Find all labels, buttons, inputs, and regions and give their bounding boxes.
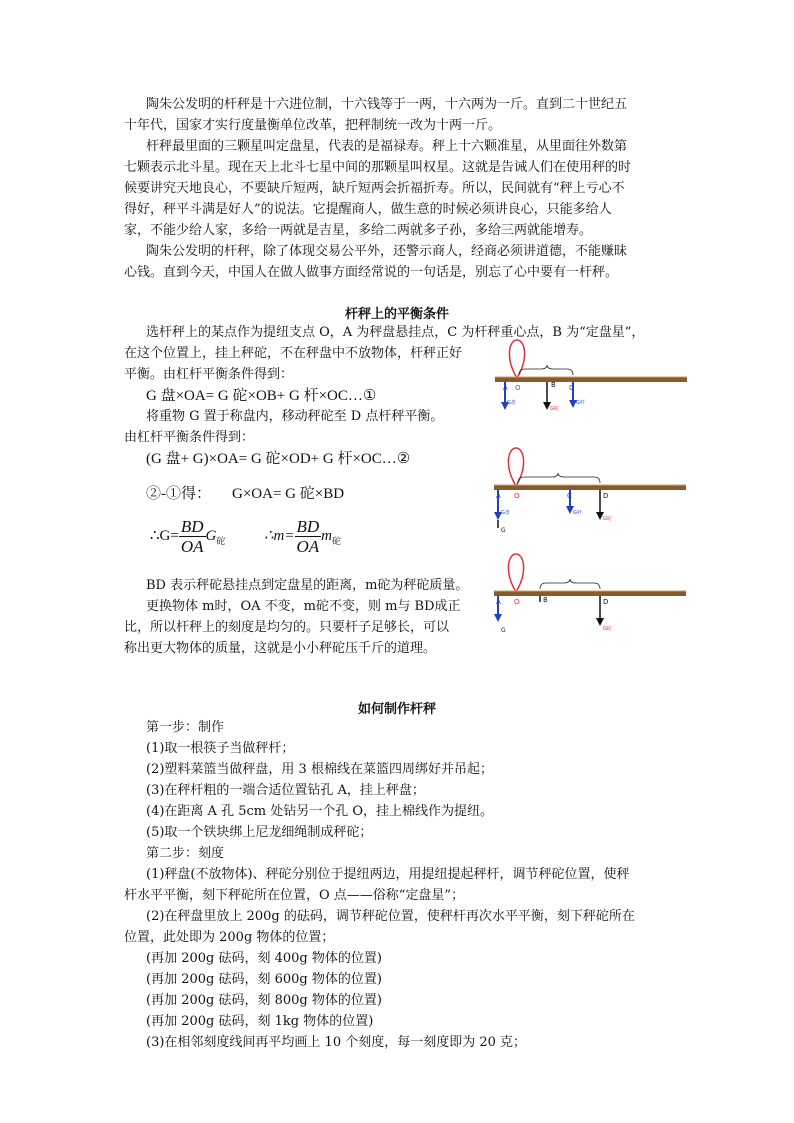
explain-line4: 称出更大物体的质量，这就是小小秤砣压千斤的道理。 — [124, 641, 437, 656]
intro-p3-line1: 陶朱公发明的杆秤，除了体现交易公平外，还警示商人，经商必须讲道德，不能赚昧 — [146, 244, 628, 259]
explain-line2: 更换物体 m时，OA 不变，m砣不变，则 m与 BD成正 — [146, 599, 461, 614]
balance-mid-line2: 由杠杆平衡条件得到： — [124, 430, 255, 445]
steelyard-rod — [494, 485, 686, 490]
distance-brace — [518, 473, 600, 483]
fraction-m-num: BD — [296, 517, 320, 536]
make-line-3: (2)塑料菜篮当做秤盘，用 3 根棉线在菜篮四周绑好并吊起； — [146, 762, 493, 777]
make-line-13: (再加 200g 砝码，刻 600g 物体的位置) — [146, 972, 382, 987]
intro-p1-line2: 十年代，国家才实行度量衡单位改革，把秤制统一改为十两一斤。 — [124, 118, 502, 133]
intro-p2-line5: 家，不能少给人家，多给一两就是吉星，多给二两就多子孙，多给三两就能增寿。 — [124, 223, 593, 238]
equation-3-label: ②-①得： — [146, 486, 211, 502]
balance-line1: 选杆秤上的某点作为提纽支点 O，A 为秤盘悬挂点，C 为杆秤重心点，B 为“定盘星”， — [146, 325, 645, 340]
balance-line2: 在这个位置上，挂上秤砣，不在秤盘中不放物体，杆秤正好 — [124, 346, 463, 361]
label-grod: G杆 — [576, 400, 585, 406]
label-d: D — [603, 492, 609, 500]
label-gweight: G砣 — [550, 406, 559, 412]
fraction-g-prefix: ∴G= — [150, 527, 179, 544]
intro-p2-line2: 七颗表示北斗星。现在天上北斗七星中间的那颗星叫权星。这就是告诫人们在使用秤的时 — [124, 160, 632, 175]
label-d: D — [603, 598, 609, 606]
fraction-g-num: BD — [180, 517, 204, 536]
label-o: O — [514, 492, 520, 500]
steelyard-diagram-3 — [490, 552, 690, 637]
make-line-16: (3)在相邻刻度线间再平均画上 10 个刻度，每一刻度即为 20 克； — [146, 1035, 527, 1050]
fraction-m-den: OA — [296, 537, 320, 556]
make-line-6: (5)取一个铁块绑上尼龙细绳制成秤砣； — [146, 825, 373, 840]
fraction-m-sub: 砣 — [332, 535, 342, 546]
equation-3: G×OA= G 砣×BD — [232, 486, 345, 502]
fraction-g-suffix: G — [205, 527, 217, 544]
make-line-2: (1)取一根筷子当做秤杆； — [146, 741, 295, 756]
make-line-14: (再加 200g 砝码，刻 800g 物体的位置) — [146, 993, 382, 1008]
intro-p1-line1: 陶朱公发明的杆秤是十六进位制，十六钱等于一两，十六两为一斤。直到二十世纪五 — [146, 97, 628, 112]
balance-line3: 平衡。由杠杆平衡条件得到： — [124, 367, 294, 382]
label-o: O — [515, 384, 521, 392]
fraction-m-prefix: ∴m= — [264, 527, 295, 544]
make-line-15: (再加 200g 砝码，刻 1kg 物体的位置) — [146, 1014, 374, 1029]
label-gweight: G砣 — [603, 626, 612, 632]
label-grod: G杆 — [573, 510, 582, 516]
make-line-5: (4)在距离 A 孔 5cm 处钻另一个孔 O，挂上棉线作为提纽。 — [146, 804, 494, 819]
steelyard-rod — [494, 591, 686, 596]
distance-brace — [540, 579, 600, 589]
label-c: C — [569, 384, 574, 392]
balance-mid-line1: 将重物 G 置于称盘内，移动秤砣至 D 点杆秤平衡。 — [146, 409, 444, 424]
label-gweight: G砣 — [603, 516, 612, 522]
steelyard-diagram-2 — [490, 446, 690, 536]
label-b: B — [543, 596, 548, 604]
label-gpan: G盘 — [507, 400, 516, 406]
label-o: O — [514, 598, 520, 606]
label-a: A — [496, 598, 501, 606]
fraction-g-sub: 砣 — [216, 535, 226, 546]
explain-line1: BD 表示秤砣悬挂点到定盘星的距离，m砣为秤砣质量。 — [146, 578, 469, 593]
intro-p2-line1: 杆秤最里面的三颗星叫定盘星，代表的是福禄寿。秤上十六颗准星，从里面往外数第 — [146, 139, 628, 154]
hook-loop-icon — [508, 554, 523, 592]
label-gpan: G盘 — [501, 510, 510, 516]
make-line-1: 第一步：制作 — [146, 720, 225, 735]
make-line-11: 位置，此处即为 200g 物体的位置； — [124, 930, 335, 945]
fraction-m-suffix: m — [321, 527, 333, 544]
make-line-10: (2)在秤盘里放上 200g 的砝码，调节秤砣位置，使秤杆再次水平平衡，刻下秤砣所在 — [146, 909, 635, 924]
make-line-8: (1)秤盘(不放物体)、秤砣分别位于提纽两边，用提纽提起秤杆，调节秤砣位置，使秤 — [146, 867, 630, 882]
make-line-12: (再加 200g 砝码，刻 400g 物体的位置) — [146, 951, 382, 966]
steelyard-diagram-1 — [495, 338, 690, 413]
intro-p2-line3: 候要讲究天地良心，不要缺斤短两，缺斤短两会折福折寿。所以，民间就有“秤上亏心不 — [124, 181, 625, 196]
equation-2: (G 盘+ G)×OA= G 砣×OD+ G 杆×OC…② — [146, 451, 411, 467]
fraction-m-frac — [295, 517, 322, 556]
balance-heading: 杆秤上的平衡条件 — [344, 307, 449, 322]
equation-1: G 盘×OA= G 砣×OB+ G 杆×OC…① — [146, 388, 377, 404]
label-g: G — [501, 527, 506, 534]
label-a: A — [496, 492, 501, 500]
distance-brace — [519, 365, 573, 375]
fraction-g-frac — [179, 517, 206, 556]
fraction-m — [264, 517, 341, 556]
make-heading: 如何制作杆秤 — [357, 702, 436, 717]
steelyard-rod — [495, 377, 687, 382]
label-b: B — [551, 381, 556, 389]
label-g: G — [501, 627, 506, 634]
make-line-9: 杆水平平衡，刻下秤砣所在位置，O 点——俗称“定盘星”； — [124, 888, 465, 903]
intro-p2-line4: 得好，秤平斗满是好人”的说法。它提醒商人，做生意的时候必须讲良心，只能多给人 — [124, 202, 612, 217]
hook-loop-icon — [508, 448, 523, 486]
hook-loop-icon — [509, 340, 524, 378]
fraction-g-den: OA — [180, 537, 204, 556]
label-c: C — [567, 492, 572, 500]
make-line-4: (3)在秤杆粗的一端合适位置钻孔 A，挂上秤盘； — [146, 783, 425, 798]
intro-p3-line2: 心钱。直到今天，中国人在做人做事方面经常说的一句话是，别忘了心中要有一杆秤。 — [124, 265, 619, 280]
make-line-7: 第二步：刻度 — [146, 846, 225, 861]
fraction-g — [150, 517, 225, 556]
label-a: A — [503, 384, 508, 392]
explain-line3: 比，所以杆秤上的刻度是均匀的。只要杆子足够长，可以 — [124, 620, 450, 635]
